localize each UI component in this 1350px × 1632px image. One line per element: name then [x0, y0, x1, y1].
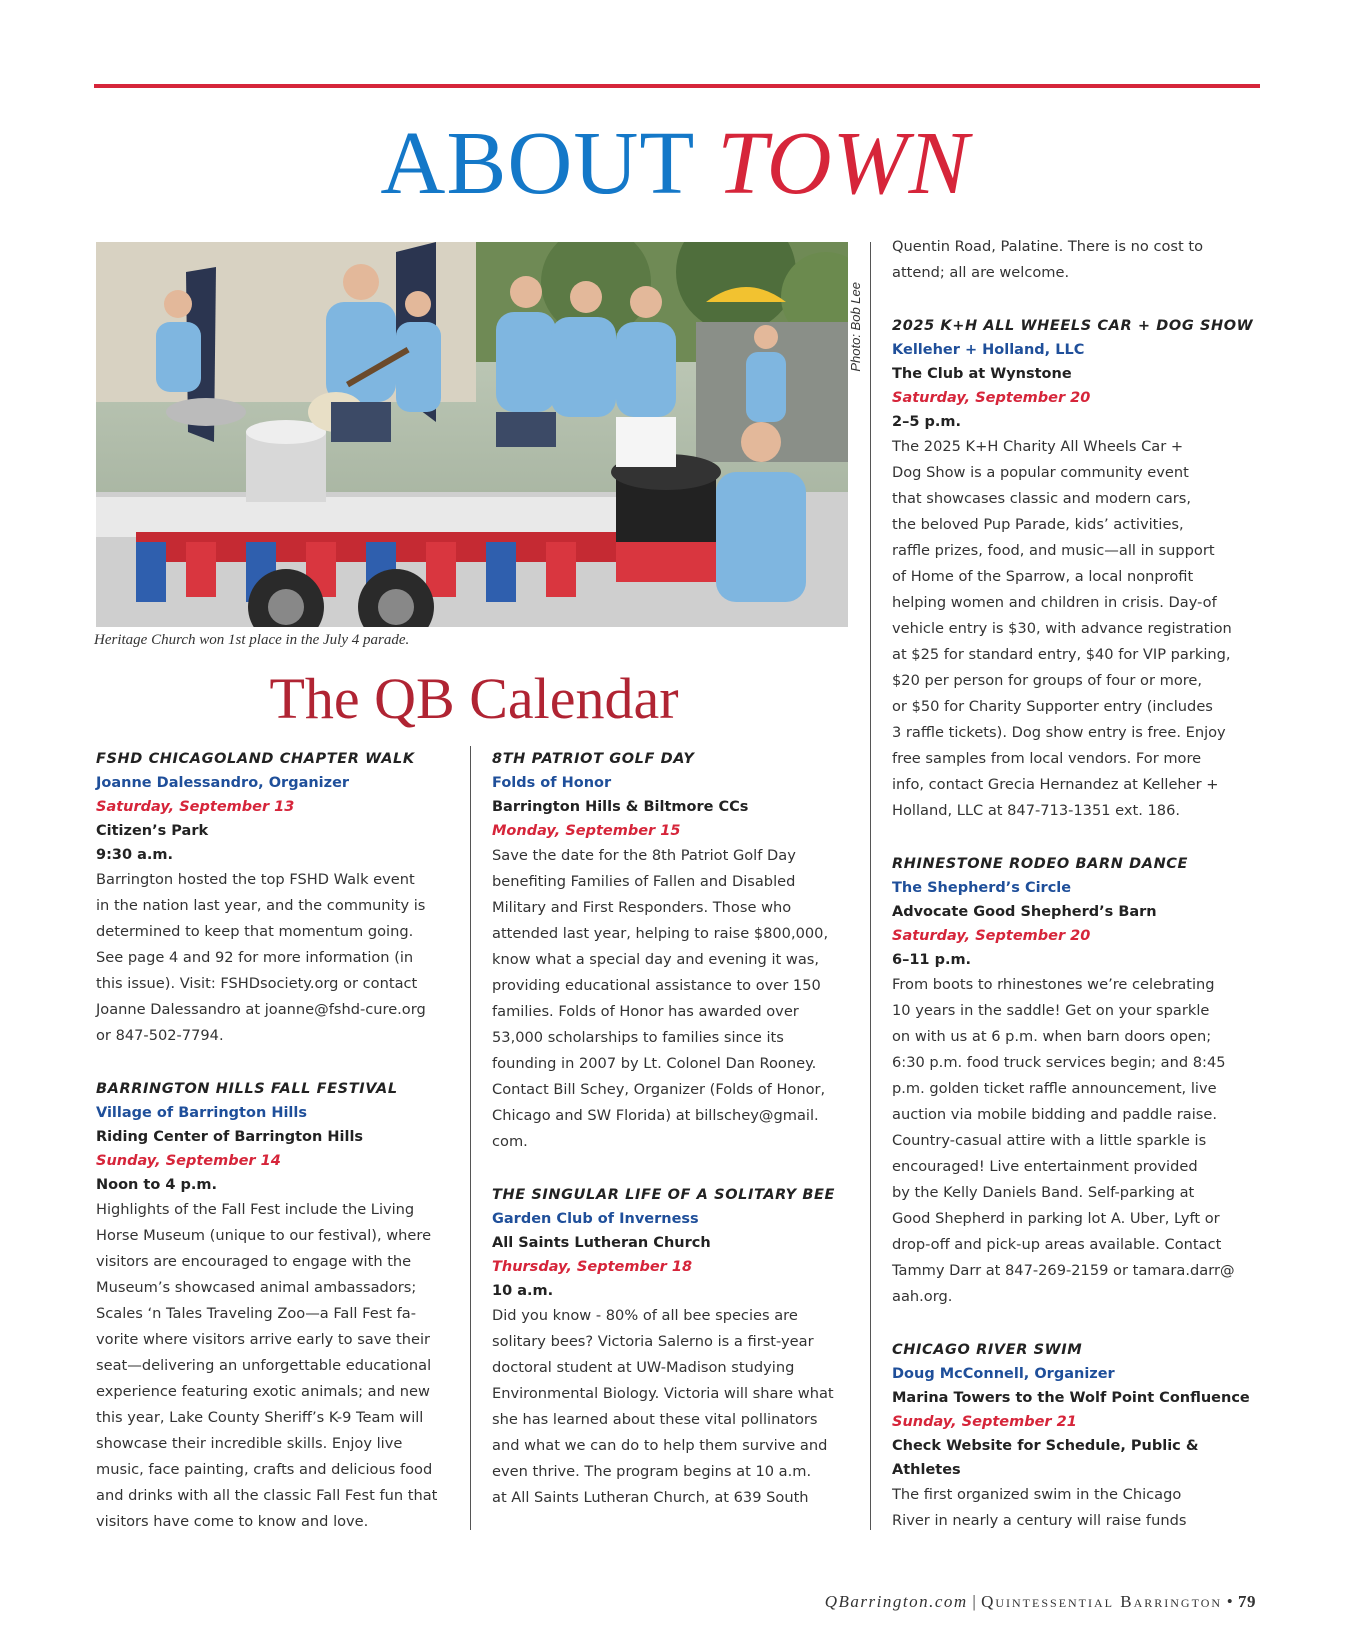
- event-time: Check Website for Schedule, Public & Athletes: [892, 1438, 1199, 1478]
- footer-separator: |: [972, 1592, 977, 1611]
- event-description: The 2025 K+H Charity All Wheels Car + Dog Show is a popular community event that showcases classic and modern cars, the beloved Pup Parade, kids’ activities, raffle prizes, food, and music—all in support of Home of the Sparrow, a local nonprofit helping women and children in crisis. Day-of vehicle entry is $30, with advance registration at $25 for standard entry, $40 for VIP parking, $20 per person for groups of four or more, or $50 for Charity Supporter entry (includes 3 raffle tickets). Dog show entry is free. Enjoy free samples from local vendors. For more info, contact Grecia Hernandez at Kelleher + Holland, LLC at 847-713-1351 ext. 186.: [892, 438, 1232, 819]
- event-venue: Riding Center of Barrington Hills: [96, 1129, 364, 1145]
- event-organizer: Doug McConnell, Organizer: [892, 1366, 1115, 1382]
- event-car-dog-show: [892, 314, 1262, 824]
- event-title: 2025 K+H ALL WHEELS CAR + DOG SHOW: [892, 318, 1254, 334]
- event-title: FSHD CHICAGOLAND CHAPTER WALK: [96, 751, 415, 767]
- page-title: [0, 114, 1350, 214]
- event-title: 8TH PATRIOT GOLF DAY: [492, 751, 695, 767]
- event-venue: Marina Towers to the Wolf Point Confluence: [892, 1390, 1250, 1406]
- event-venue: Advocate Good Shepherd’s Barn: [892, 904, 1157, 920]
- page-footer: [825, 1592, 1256, 1612]
- event-venue: All Saints Lutheran Church: [492, 1235, 711, 1251]
- event-venue: The Club at Wynstone: [892, 366, 1072, 382]
- event-chicago-river-swim: [892, 1338, 1262, 1534]
- event-date: Saturday, September 20: [892, 928, 1091, 944]
- event-patriot-golf-day: [492, 747, 854, 1155]
- event-description: Save the date for the 8th Patriot Golf Day benefiting Families of Fallen and Disabled Military and First Responders. Those who attended last year, helping to raise $800,000, know what a special day and evening it was, providing educational assistance to over 150 families. Folds of Honor has awarded over 53,000 scholarships to families since its founding in 2007 by Lt. Colonel Dan Rooney. Contact Bill Schey, Organizer (Folds of Honor, Chicago and SW Florida) at billschey@gmail. com.: [492, 847, 829, 1150]
- event-time: 10 a.m.: [492, 1283, 554, 1299]
- event-time: 9:30 a.m.: [96, 847, 174, 863]
- calendar-column-2: [492, 747, 854, 1539]
- calendar-title: The QB Calendar: [269, 666, 679, 731]
- event-time: 2–5 p.m.: [892, 414, 961, 430]
- event-venue: Citizen’s Park: [96, 823, 209, 839]
- calendar-column-3: [892, 234, 1262, 1562]
- event-title: BARRINGTON HILLS FALL FESTIVAL: [96, 1081, 398, 1097]
- event-organizer: Garden Club of Inverness: [492, 1211, 699, 1227]
- event-venue: Barrington Hills & Biltmore CCs: [492, 799, 749, 815]
- event-description: Did you know - 80% of all bee species are solitary bees? Victoria Salerno is a first-year doctoral student at UW-Madison studying Environmental Biology. Victoria will share what she has learned about these vital pollinators and what we can do to help them survive and even thrive. The program begins at 10 a.m. at All Saints Lutheran Church, at 639 South: [492, 1307, 834, 1506]
- title-word-about: ABOUT: [380, 114, 694, 213]
- event-organizer: Joanne Dalessandro, Organizer: [96, 775, 350, 791]
- title-word-town: TOWN: [717, 114, 970, 213]
- column-divider-2: [870, 242, 871, 1530]
- top-rule: [94, 84, 1260, 88]
- event-description: From boots to rhinestones we’re celebrating 10 years in the saddle! Get on your sparkle on with us at 6 p.m. when barn doors open; 6:30 p.m. food truck services begin; and 8:45 p.m. golden ticket raffle announcement, live auction via mobile bidding and paddle raise. Country-casual attire with a little sparkle is encouraged! Live entertainment provided by the Kelly Daniels Band. Self-parking at Good Shepherd in parking lot A. Uber, Lyft or drop-off and pick-up areas available. Contact Tammy Darr at 847-269-2159 or tamara.darr@ aah.org.: [892, 976, 1235, 1305]
- event-description: The first organized swim in the Chicago River in nearly a century will raise funds: [892, 1486, 1187, 1529]
- photo-credit: Photo: Bob Lee: [848, 282, 863, 372]
- event-date: Saturday, September 13: [96, 799, 295, 815]
- event-organizer: The Shepherd’s Circle: [892, 880, 1072, 896]
- event-rhinestone-rodeo: [892, 852, 1262, 1310]
- event-organizer: Kelleher + Holland, LLC: [892, 342, 1085, 358]
- event-organizer: Folds of Honor: [492, 775, 612, 791]
- event-date: Monday, September 15: [492, 823, 681, 839]
- page-number: 79: [1238, 1592, 1256, 1611]
- event-description: Highlights of the Fall Fest include the Living Horse Museum (unique to our festival), where visitors are encouraged to engage with the Museum’s showcased animal ambassadors; Scales ‘n Tales Traveling Zoo—a Fall Fest fa- vorite where visitors arrive early to save their seat—delivering an unforgettable educational experience featuring exotic animals; and new this year, Lake County Sheriff’s K-9 Team will showcase their incredible skills. Enjoy live music, face painting, crafts and delicious food and drinks with all the classic Fall Fest fun that visitors have come to know and love.: [96, 1201, 438, 1530]
- footer-bullet: •: [1226, 1592, 1234, 1611]
- event-continuation: [892, 234, 1262, 286]
- event-date: Sunday, September 14: [96, 1153, 281, 1169]
- footer-site-link[interactable]: QBarrington.com: [824, 1592, 968, 1611]
- event-date: Thursday, September 18: [492, 1259, 693, 1275]
- event-time: Noon to 4 p.m.: [96, 1177, 218, 1193]
- event-solitary-bee: [492, 1183, 854, 1511]
- event-fshd-walk: [96, 747, 456, 1049]
- event-barrington-hills-fall-festival: [96, 1077, 456, 1535]
- event-date: Sunday, September 21: [892, 1414, 1077, 1430]
- event-time: 6–11 p.m.: [892, 952, 972, 968]
- parade-photo: [96, 242, 848, 627]
- event-title: RHINESTONE RODEO BARN DANCE: [892, 856, 1189, 872]
- calendar-column-1: [96, 747, 456, 1563]
- column-divider-1: [470, 746, 471, 1530]
- event-date: Saturday, September 20: [892, 390, 1091, 406]
- event-description-continued: Quentin Road, Palatine. There is no cost to attend; all are welcome.: [892, 238, 1204, 281]
- event-organizer: Village of Barrington Hills: [96, 1105, 307, 1121]
- event-title: THE SINGULAR LIFE OF A SOLITARY BEE: [492, 1187, 835, 1203]
- event-description: Barrington hosted the top FSHD Walk event in the nation last year, and the community is determined to keep that momentum going. See page 4 and 92 for more information (in this issue). Visit: FSHDsociety.org or contact Joanne Dalessandro at joanne@fshd-cure.org or 847-502-7794.: [96, 871, 426, 1044]
- footer-publication: Quintessential Barrington: [981, 1592, 1223, 1611]
- photo-caption: Heritage Church won 1st place in the July 4 parade.: [94, 632, 410, 648]
- event-title: CHICAGO RIVER SWIM: [892, 1342, 1083, 1358]
